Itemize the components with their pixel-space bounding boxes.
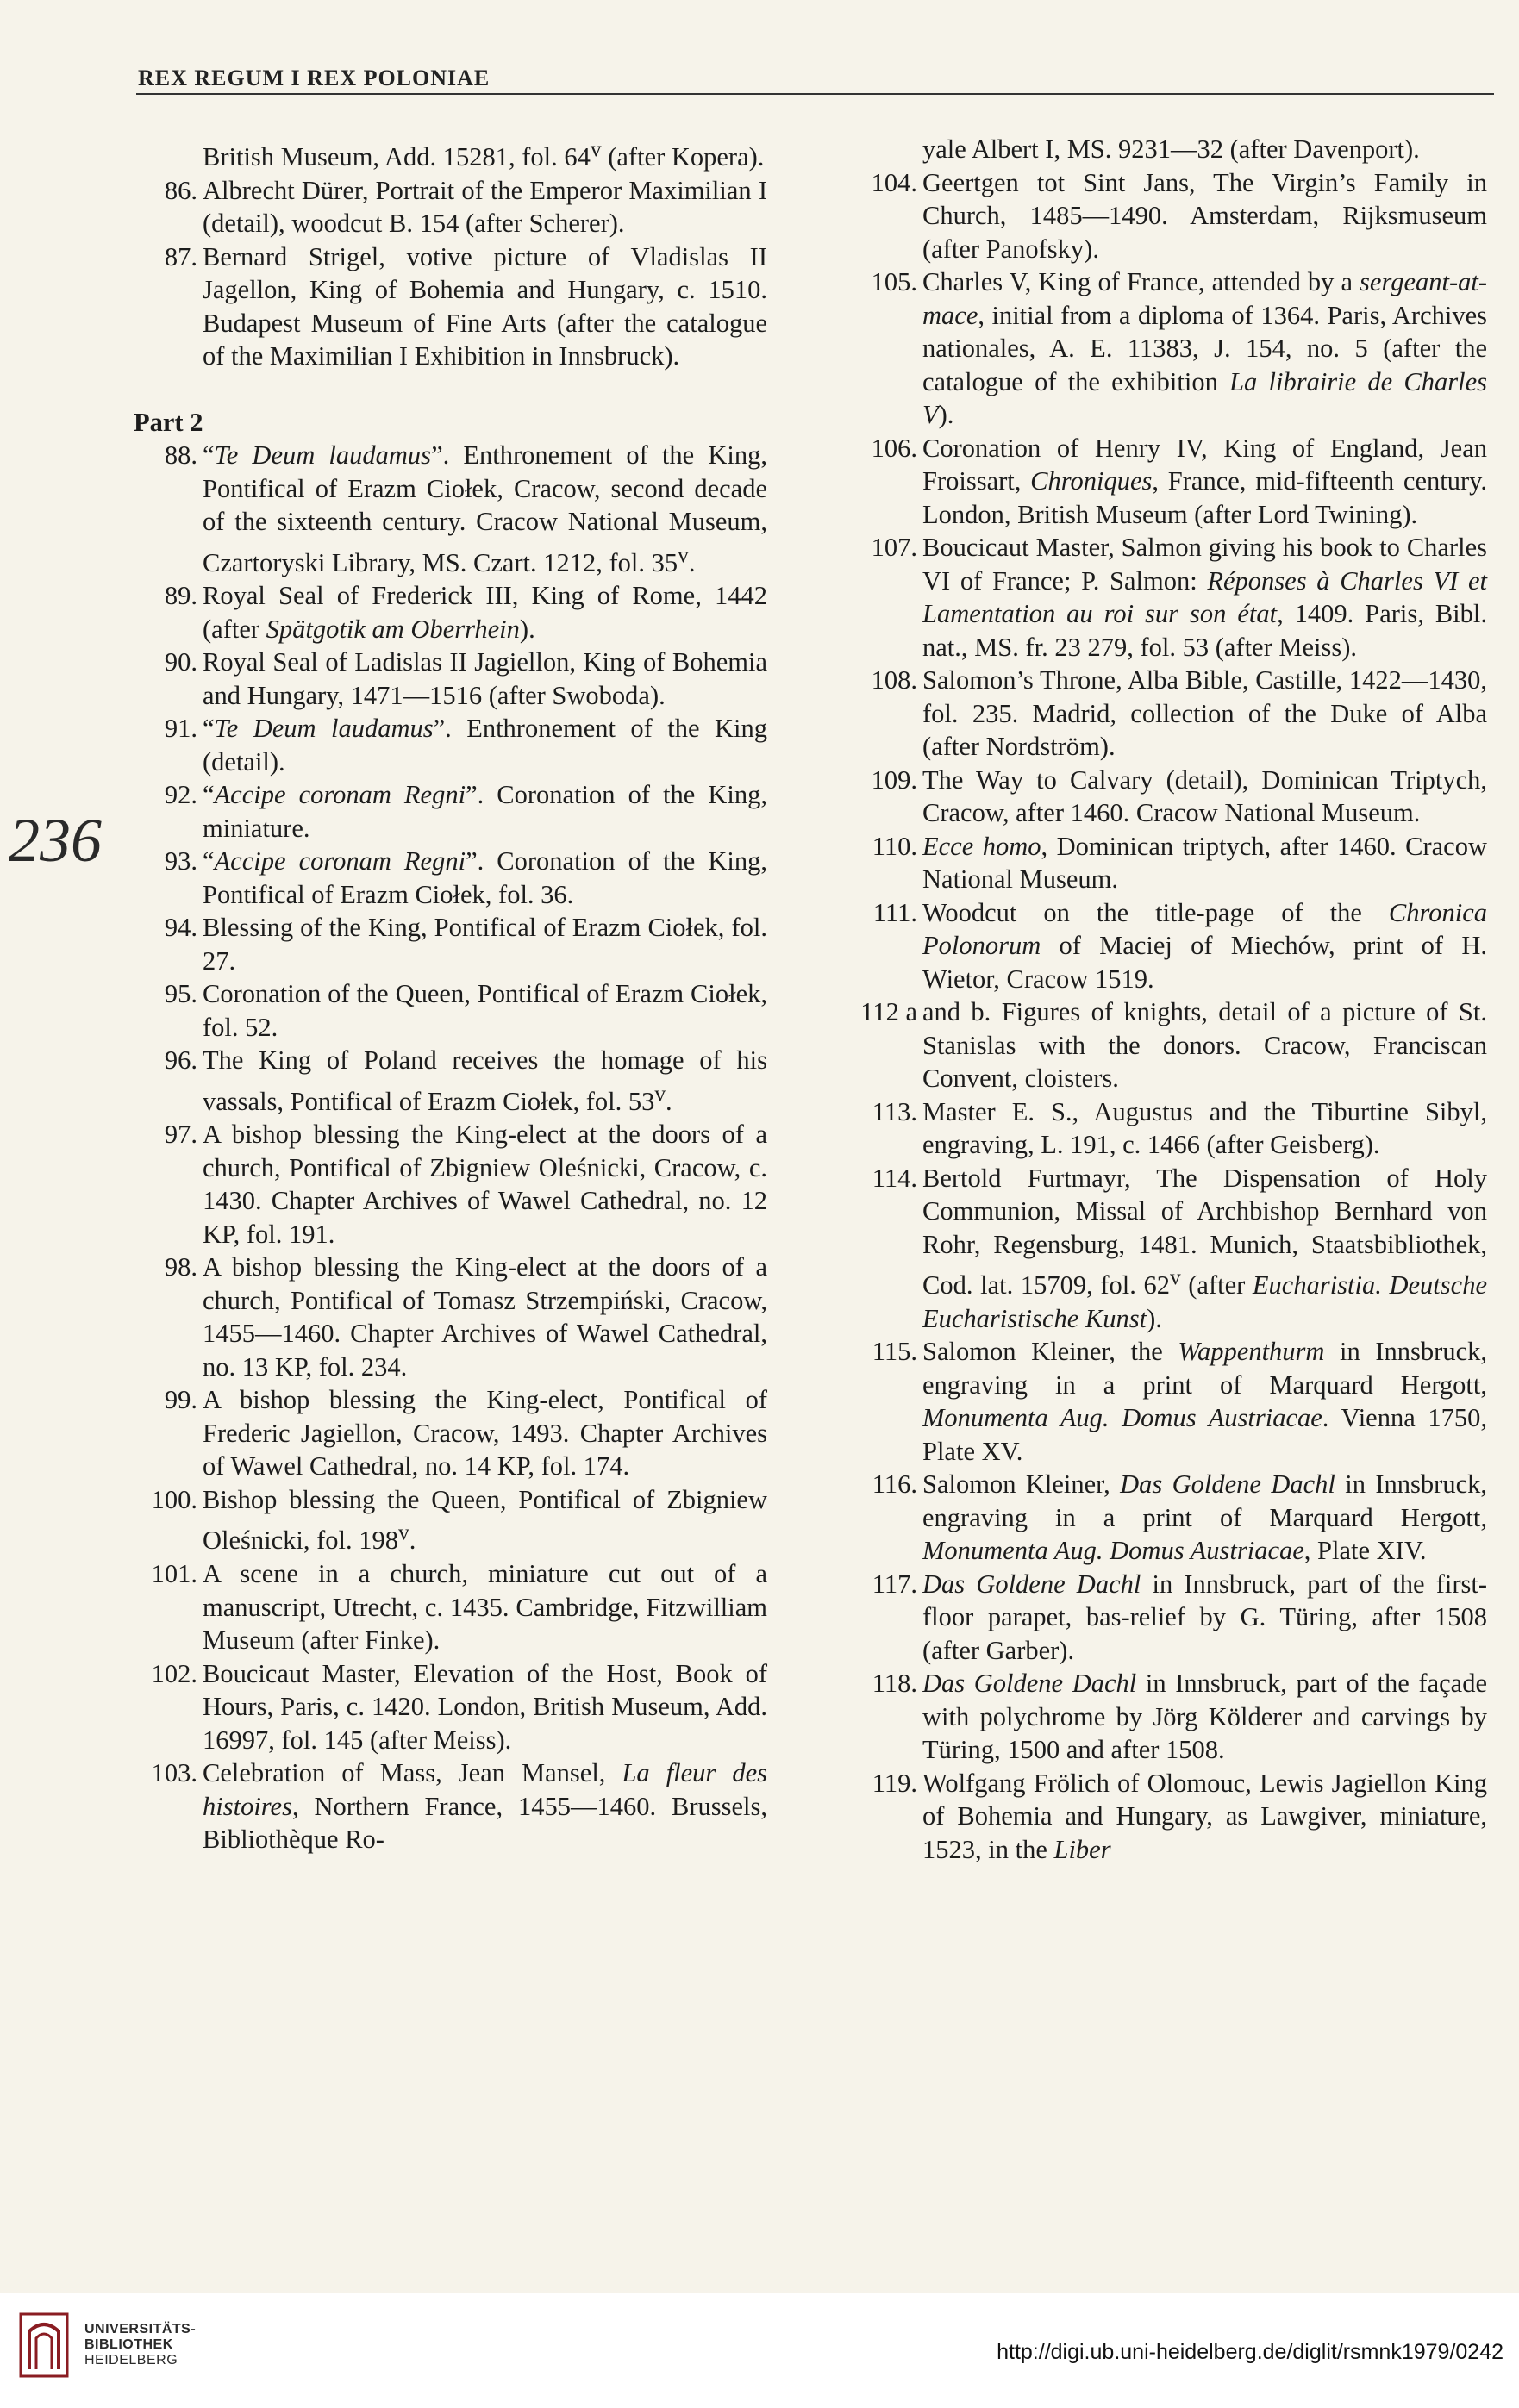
entry-text: “Te Deum laudamus”. Enthronement of the King (detail). (203, 714, 767, 777)
entry-text: Wolfgang Frölich of Olomouc, Lewis Jagiellon King of Bohemia and Hungary, as Lawgiver, miniature, 1523, in the Liber (922, 1768, 1487, 1864)
list-item (853, 1468, 1487, 1568)
entry-number: 92. (164, 780, 197, 810)
entry-number: 116. (872, 1469, 917, 1500)
entry-number: 114. (872, 1163, 917, 1193)
list-item (134, 1756, 767, 1856)
section-heading: Part 2 (134, 407, 203, 437)
entry-number: 91. (164, 714, 197, 744)
list-item (134, 579, 767, 646)
entry-text: Royal Seal of Frederick III, King of Rome, 1442 (after Spätgotik am Oberrhein). (203, 581, 767, 644)
logo-line: UNIVERSITÄTS- (84, 2322, 197, 2336)
list-item (853, 1767, 1487, 1867)
list-item (134, 977, 767, 1044)
entry-text: A bishop blessing the King-elect at the doors of a church, Pontifical of Zbigniew Oleśnicki, Cracow, c. 1430. Chapter Archives of Wawel Cathedral, no. 12 KP, fol. 191. (203, 1120, 767, 1249)
entry-text: Celebration of Mass, Jean Mansel, La fleur des histoires, Northern France, 1455—1460. Brussels, Bibliothèque Ro- (203, 1758, 767, 1855)
entry-number: 95. (164, 979, 197, 1009)
running-head: REX REGUM I REX POLONIAE (138, 66, 491, 90)
entry-number: 117. (872, 1569, 917, 1599)
list-item (853, 133, 1487, 166)
list-item (853, 995, 1487, 1095)
entry-number: 88. (164, 440, 197, 471)
entry-number: 115. (872, 1337, 917, 1367)
entry-number: 110. (872, 831, 917, 861)
list-item (134, 439, 767, 579)
entry-text: Salomon Kleiner, the Wappenthurm in Innsbruck, engraving in a print of Marquard Hergott, Monumenta Aug. Domus Austriacae. Vienna 1750, Plate XV. (922, 1337, 1487, 1466)
list-item (134, 1657, 767, 1757)
entry-text: “Accipe coronam Regni”. Coronation of the King, Pontifical of Erazm Ciołek, fol. 36. (203, 846, 767, 909)
left-column (134, 133, 767, 1856)
entry-text: Coronation of Henry IV, King of England, Jean Froissart, Chroniques, France, mid-fifteenth century. London, British Museum (after Lord Twining). (922, 433, 1488, 529)
entry-text: “Accipe coronam Regni”. Coronation of the King, miniature. (203, 780, 767, 843)
entry-text: British Museum, Add. 15281, fol. 64$^v$ (after Kopera). (203, 137, 765, 172)
entry-text: Das Goldene Dachl in Innsbruck, part of the façade with polychrome by Jörg Kölderer and carvings by Türing, 1500 and after 1508. (922, 1669, 1487, 1765)
entry-text: Ecce homo, Dominican triptych, after 1460. Cracow National Museum. (922, 831, 1487, 894)
entry-text: The Way to Calvary (detail), Dominican Triptych, Cracow, after 1460. Cracow National Museum. (922, 764, 1487, 827)
list-item (853, 764, 1487, 830)
list-item (134, 778, 767, 845)
list-item (134, 646, 767, 712)
entry-text: Bishop blessing the Queen, Pontifical of Zbigniew Oleśnicki, fol. 198$^v$. (203, 1484, 767, 1556)
entry-text: Blessing of the King, Pontifical of Erazm Ciołek, fol. 27. (203, 913, 767, 976)
entry-text: Master E. S., Augustus and the Tiburtine Sibyl, engraving, L. 191, c. 1466 (after Geisberg). (922, 1096, 1487, 1159)
list-item (853, 166, 1487, 266)
entry-text: Bernard Strigel, votive picture of Vladislas II Jagellon, King of Bohemia and Hungary, c. 1510. Budapest Museum of Fine Arts (after the catalogue of the Maximilian I Exhibition in Innsbruck). (203, 241, 767, 371)
entry-number: 96. (164, 1045, 197, 1076)
list-item (134, 1044, 767, 1118)
entry-number: 103. (151, 1758, 197, 1788)
entry-number: 109. (871, 764, 917, 795)
entry-number: 104. (871, 167, 917, 197)
entry-number: 106. (871, 433, 917, 463)
entry-number: 118. (872, 1669, 917, 1699)
entry-text: Royal Seal of Ladislas II Jagiellon, King of Bohemia and Hungary, 1471—1516 (after Swoboda). (203, 647, 767, 710)
list-item (853, 531, 1487, 664)
entry-number: 86. (164, 175, 197, 205)
entry-text: Boucicaut Master, Elevation of the Host, Book of Hours, Paris, c. 1420. London, British Museum, Add. 16997, fol. 145 (after Meiss). (203, 1658, 767, 1755)
entry-text: “Te Deum laudamus”. Enthronement of the King, Pontifical of Erazm Ciołek, Cracow, second decade of the sixteenth century. Cracow National Museum, Czartoryski Library, MS. Czart. 1212, fol. 35$^v$. (203, 440, 767, 577)
entry-number: 102. (151, 1658, 197, 1688)
entry-number: 119. (872, 1768, 917, 1798)
list-item (853, 1095, 1487, 1162)
university-library-wordmark (84, 2322, 196, 2368)
list-item (134, 133, 767, 174)
list-item (853, 432, 1487, 532)
list-item (134, 1383, 767, 1483)
entry-number: 89. (164, 581, 197, 611)
entry-text: Boucicaut Master, Salmon giving his book to Charles VI of France; P. Salmon: Réponses à Charles VI et Lamentation au roi sur son état, 1409. Paris, Bibl. nat., MS. fr. 23 279, fol. 53 (after Meiss). (922, 533, 1487, 662)
entry-text: Charles V, King of France, attended by a sergeant-at-mace, initial from a diploma of 1364. Paris, Archives nationales, A. E. 11383, J. 154, no. 5 (after the catalogue of the exhibition La librairie de Charles V). (922, 267, 1487, 429)
entry-text: The King of Poland receives the homage of his vassals, Pontifical of Erazm Ciołek, fol. 53$^v$. (203, 1045, 767, 1116)
list-item (134, 911, 767, 977)
list-item (134, 174, 767, 240)
logo-line: HEIDELBERG (84, 2353, 178, 2367)
entry-text: Salomon’s Throne, Alba Bible, Castille, 1422—1430, fol. 235. Madrid, collection of the Duke of Alba (after Nordström). (922, 665, 1487, 761)
entry-number: 101. (151, 1559, 197, 1589)
entry-number: 98. (164, 1252, 197, 1282)
entry-number: 100. (151, 1484, 197, 1514)
permalink-url[interactable]: http://digi.ub.uni-heidelberg.de/diglit/rsmnk1979/0242 (997, 2340, 1503, 2364)
entry-number: 107. (871, 533, 917, 562)
entry-number: 111. (872, 897, 917, 927)
list-item (134, 240, 767, 373)
entry-text: yale Albert I, MS. 9231—32 (after Davenport). (922, 134, 1420, 164)
entry-text: Geertgen tot Sint Jans, The Virgin’s Family in Church, 1485—1490. Amsterdam, Rijksmuseum (after Panofsky). (922, 167, 1487, 264)
list-item (134, 845, 767, 911)
page-number: 236 (9, 806, 102, 875)
entry-number: 90. (164, 647, 197, 677)
entry-text: Albrecht Dürer, Portrait of the Emperor Maximilian I (detail), woodcut B. 154 (after Scherer). (203, 175, 767, 239)
entry-text: Woodcut on the title-page of the Chronica Polonorum of Maciej of Miechów, print of H. Wietor, Cracow 1519. (922, 897, 1487, 994)
list-item (853, 1162, 1487, 1336)
header-rule (136, 93, 1494, 95)
list-item (134, 1557, 767, 1657)
list-item (853, 265, 1487, 432)
entry-number: 112 a (860, 997, 917, 1026)
entry-text: A bishop blessing the King-elect at the doors of a church, Pontifical of Tomasz Strzempiński, Cracow, 1455—1460. Chapter Archives of Wawel Cathedral, no. 13 KP, fol. 234. (203, 1252, 767, 1382)
list-item (853, 1335, 1487, 1468)
entry-number: 87. (164, 241, 197, 271)
list-item (853, 896, 1487, 996)
list-item (134, 712, 767, 778)
entry-text: Salomon Kleiner, Das Goldene Dachl in Innsbruck, engraving in a print of Marquard Hergott, Monumenta Aug. Domus Austriacae, Plate XIV. (922, 1469, 1487, 1566)
entry-text: and b. Figures of knights, detail of a picture of St. Stanislas with the donors. Cracow, Franciscan Convent, cloisters. (922, 997, 1487, 1093)
list-item (134, 1251, 767, 1383)
entry-number: 97. (164, 1120, 197, 1150)
list-item (853, 830, 1487, 896)
entry-text: A scene in a church, miniature cut out of a manuscript, Utrecht, c. 1435. Cambridge, Fitzwilliam Museum (after Finke). (203, 1559, 767, 1656)
list-item (134, 1118, 767, 1251)
entry-number: 113. (872, 1096, 917, 1126)
list-item (853, 1667, 1487, 1767)
entry-number: 93. (164, 846, 197, 876)
entry-text: Bertold Furtmayr, The Dispensation of Holy Communion, Missal of Archbishop Bernhard von Rohr, Regensburg, 1481. Munich, Staatsbibliothek, Cod. lat. 15709, fol. 62$^v$ (after Eucharistia. Deutsche Eucharistische Kunst). (922, 1163, 1487, 1333)
list-item (134, 1483, 767, 1557)
list-item (853, 664, 1487, 764)
entry-number: 99. (164, 1385, 197, 1415)
university-library-logo-icon (19, 2312, 69, 2378)
entry-number: 105. (871, 267, 917, 296)
entry-text: A bishop blessing the King-elect, Pontifical of Frederic Jagiellon, Cracow, 1493. Chapter Archives of Wawel Cathedral, no. 14 KP, fol. 174. (203, 1385, 767, 1482)
list-item (853, 1568, 1487, 1668)
entry-text: Das Goldene Dachl in Innsbruck, part of the first-floor parapet, bas-relief by G. Türing, after 1508 (after Garber). (922, 1569, 1487, 1665)
right-column (853, 133, 1487, 1866)
logo-line: BIBLIOTHEK (84, 2337, 173, 2352)
entry-number: 108. (871, 665, 917, 695)
entry-number: 94. (164, 913, 197, 943)
entry-text: Coronation of the Queen, Pontifical of Erazm Ciołek, fol. 52. (203, 979, 767, 1042)
